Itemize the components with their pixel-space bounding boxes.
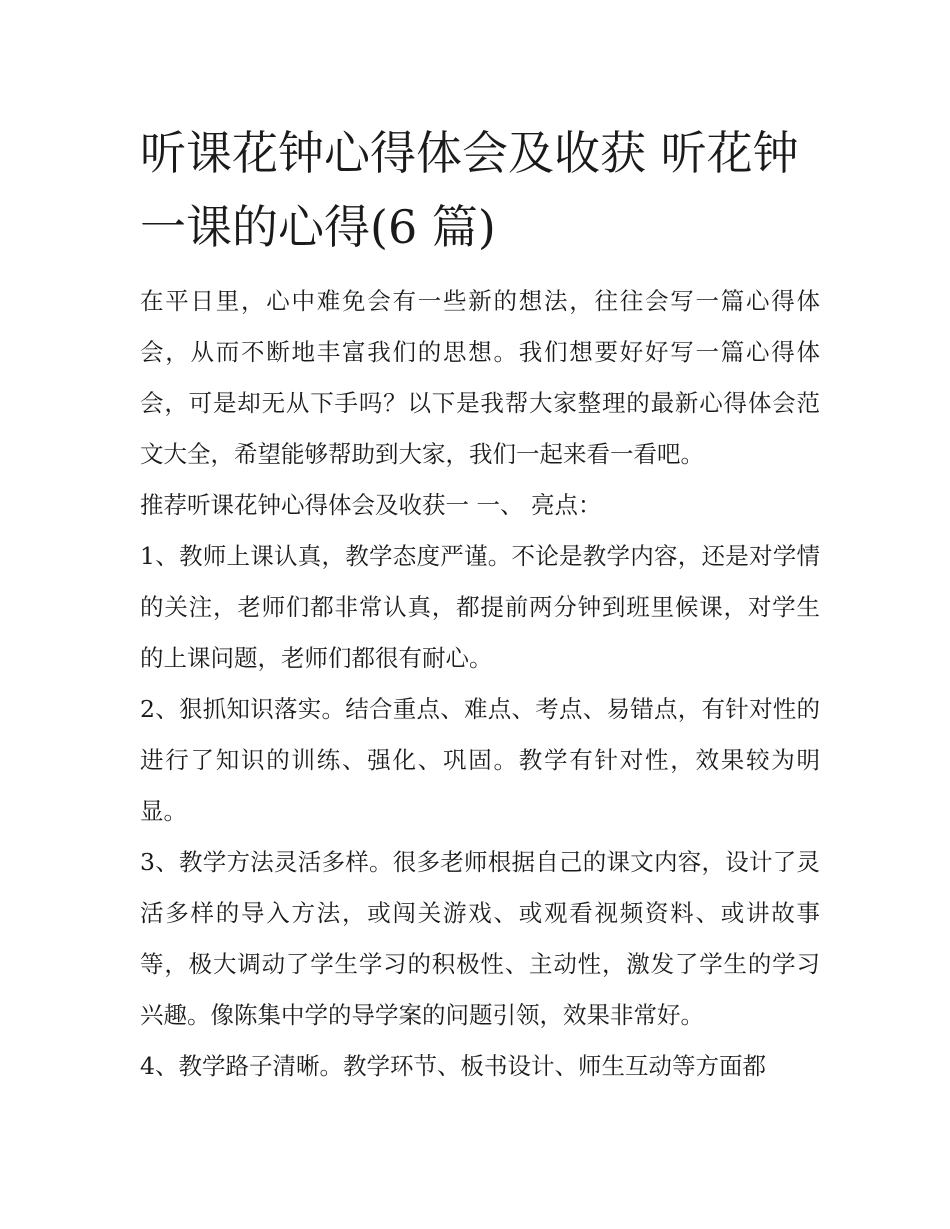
point-paragraph-4: 4、教学路子清晰。教学环节、板书设计、师生互动等方面都	[140, 1052, 766, 1080]
intro-paragraph: 在平日里，心中难免会有一些新的想法，往往会写一篇心得体会，从而不断地丰富我们的思想。我们想要好好写一篇心得体会，可是却无从下手吗？以下是我帮大家整理的最新心得体会范文大全，希望能够帮助到大家，我们一起来看一看吧。	[140, 287, 820, 468]
point-paragraph-3: 3、教学方法灵活多样。很多老师根据自己的课文内容，设计了灵活多样的导入方法，或闯关游戏、或观看视频资料、或讲故事等，极大调动了学生学习的积极性、主动性，激发了学生的学习兴趣。像陈集中学的导学案的问题引领，效果非常好。	[140, 848, 820, 1029]
document-title: 听课花钟心得体会及收获 听花钟一课的心得(6 篇)	[140, 126, 799, 254]
section-heading: 推荐听课花钟心得体会及收获一 一、 亮点：	[140, 491, 602, 519]
point-paragraph-1: 1、教师上课认真，教学态度严谨。不论是教学内容，还是对学情的关注，老师们都非常认真，都提前两分钟到班里候课，对学生的上课问题，老师们都很有耐心。	[140, 542, 820, 672]
point-paragraph-2: 2、狠抓知识落实。结合重点、难点、考点、易错点，有针对性的进行了知识的训练、强化、巩固。教学有针对性，效果较为明显。	[140, 695, 820, 825]
document-body	[140, 276, 820, 1092]
